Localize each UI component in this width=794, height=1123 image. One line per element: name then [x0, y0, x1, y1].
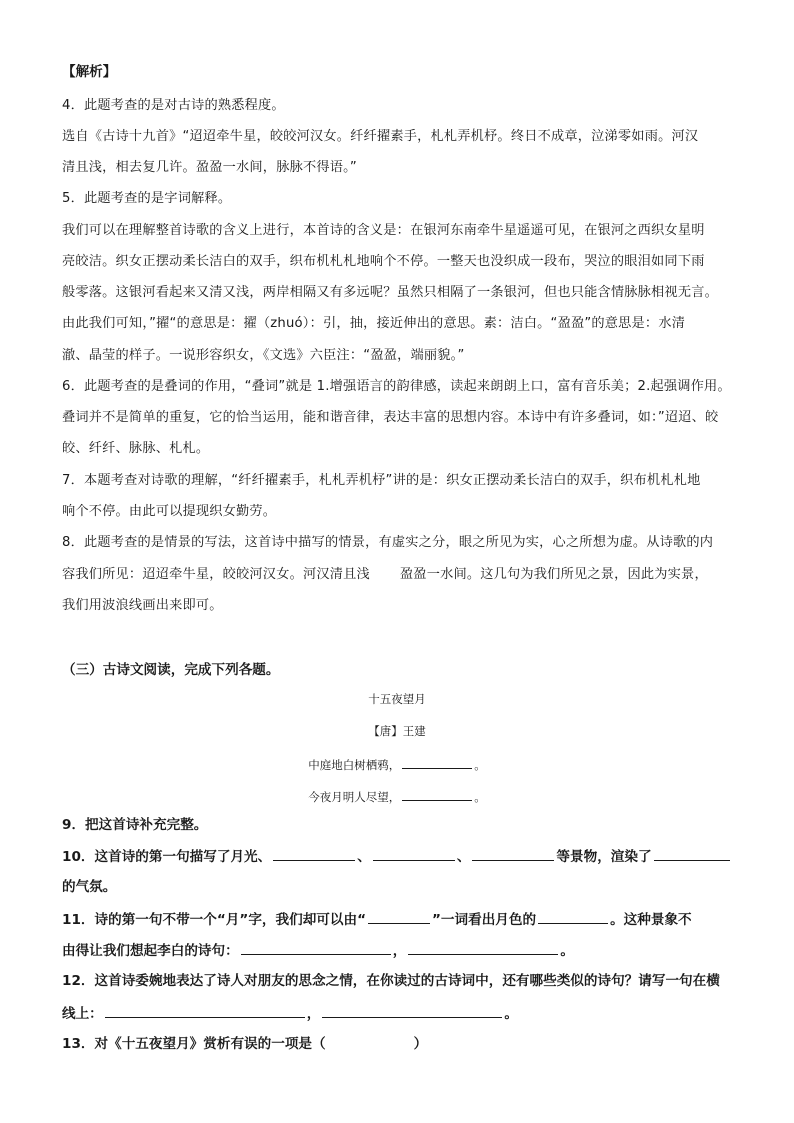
question-11-text-b: ”一词看出月色的: [432, 912, 537, 928]
analysis-item-5-text-2: 亮皎洁。织女正摆动柔长洁白的双手，织布机札札地响个不停。一整天也没织成一段布，哭泣的眼泪如同下雨: [62, 254, 705, 269]
question-11-text-d: 由得让我们想起李白的诗句：: [62, 943, 239, 959]
poem-line-1-period: 。: [474, 758, 486, 772]
question-11-blank-4[interactable]: [408, 940, 558, 955]
analysis-item-6-text-1: 6．此题考查的是叠词的作用，“叠词”就是 1.增强语言的韵律感，读起来朗朗上口，富有音乐美；2.起强调作用。: [62, 379, 731, 394]
analysis-item-5: 5．此题考查的是字词解释。: [62, 191, 232, 206]
question-9: 9．把这首诗补充完整。: [62, 817, 208, 833]
analysis-item-4-text-2: 清且浅，相去复几许。盈盈一水间，脉脉不得语。”: [62, 160, 357, 175]
poem-title: 十五夜望月: [368, 692, 426, 706]
question-10-text-a: 10．这首诗的第一句描写了月光、: [62, 849, 272, 865]
question-10-line-1: [62, 846, 742, 867]
question-13-text-a: 13．对《十五夜望月》赏析有误的一项是（: [62, 1036, 326, 1052]
analysis-item-8-text-2: [62, 565, 742, 585]
poem-author: 【唐】王建: [368, 724, 426, 738]
analysis-item-4-text-1: 选自《古诗十九首》“迢迢牵牛星，皎皎河汉女。纤纤擢素手，札札弄机杼。终日不成章，泣涕零如雨。河汉: [62, 129, 699, 144]
question-10-sep-1: 、: [357, 849, 371, 865]
question-11-text-a: 11．诗的第一句不带一个“月”字，我们却可以由“: [62, 912, 366, 928]
analysis-heading: 【解析】: [62, 64, 117, 80]
poem-line-2-blank[interactable]: [402, 786, 472, 801]
analysis-item-8-text-1: 8．此题考查的是情景的写法，这首诗中描写的情景，有虚实之分，眼之所见为实，心之所想为虚。从诗歌的内: [62, 535, 714, 550]
analysis-item-6-text-2: 叠词并不是简单的重复，它的恰当运用，能和谐音律，表达丰富的思想内容。本诗中有许多叠词，如：”迢迢、皎: [62, 410, 719, 425]
question-12-period: 。: [504, 1006, 518, 1022]
question-12-blank-1[interactable]: [105, 1003, 305, 1018]
question-10-text-b: 等景物，渲染了: [556, 849, 652, 865]
poem-line-2: [0, 786, 794, 806]
question-10-sep-2: 、: [456, 849, 471, 865]
poem-line-2-period: 。: [474, 790, 486, 804]
question-11-blank-1[interactable]: [368, 909, 430, 924]
analysis-item-8-text-2a: 容我们所见：迢迢牵牛星，皎皎河汉女。河汉清且浅: [62, 567, 370, 582]
poem-line-1-text: 中庭地白树栖鸦，: [308, 758, 401, 772]
analysis-item-5-text-1: 我们可以在理解整首诗歌的含义上进行，本首诗的含义是：在银河东南牵牛星遥遥可见，在银河之西织女星明: [62, 223, 705, 238]
question-12-line-1: 12．这首诗委婉地表达了诗人对朋友的思念之情，在你读过的古诗词中，还有哪些类似的诗句？请写一句在横: [62, 973, 720, 989]
analysis-item-6-text-3: 皎、纤纤、脉脉、札札。: [62, 441, 210, 456]
question-11-line-2: [62, 940, 742, 961]
question-10-blank-4[interactable]: [654, 846, 730, 861]
question-10-blank-2[interactable]: [373, 846, 455, 861]
question-10-line-2: 的气氛。: [62, 879, 117, 895]
analysis-item-8-text-2b: 盈盈一水间。这几句为我们所见之景，因此为实景，: [399, 567, 708, 582]
question-11-blank-2[interactable]: [538, 909, 608, 924]
poem-line-1-blank[interactable]: [402, 754, 472, 769]
analysis-item-5-text-3: 般零落。这银河看起来又清又浅，两岸相隔又有多远呢？虽然只相隔了一条银河，但也只能含情脉脉相视无言。: [62, 285, 718, 300]
question-11-period: 。: [560, 943, 574, 959]
analysis-item-7-text-1: 7．本题考查对诗歌的理解，“纤纤擢素手，札札弄机杼”讲的是：织女正摆动柔长洁白的双手，织布机札札地: [62, 473, 701, 488]
analysis-item-7-text-2: 响个不停。由此可以提现织女勤劳。: [62, 504, 277, 519]
question-13: [62, 1034, 742, 1054]
question-11-line-1: [62, 909, 742, 930]
question-11-comma: ，: [392, 943, 407, 959]
question-12-line-2: [62, 1003, 742, 1024]
question-10-blank-1[interactable]: [273, 846, 355, 861]
question-12-text-b: 线上：: [62, 1006, 103, 1022]
question-12-comma: ，: [306, 1006, 321, 1022]
question-10-blank-3[interactable]: [472, 846, 554, 861]
poem-line-1: [0, 754, 794, 774]
analysis-item-5-text-4: 由此我们可知，”擢“的意思是：擢（zhuó）：引，抽，接近伸出的意思。素：洁白。“盈盈”的意思是：水清: [62, 316, 686, 331]
poem-line-2-text: 今夜月明人尽望，: [308, 790, 401, 804]
question-13-text-b: ）: [413, 1036, 428, 1052]
analysis-item-4: 4．此题考查的是对古诗的熟悉程度。: [62, 98, 285, 113]
question-11-text-c: 。这种景象不: [610, 912, 692, 928]
question-12-blank-2[interactable]: [322, 1003, 502, 1018]
analysis-item-8-text-3: 我们用波浪线画出来即可。: [62, 598, 223, 613]
analysis-item-5-text-5: 澈、晶莹的样子。一说形容织女，《文选》六臣注：“盈盈，端丽貌。”: [62, 348, 465, 363]
question-11-blank-3[interactable]: [241, 940, 391, 955]
section-3-heading: （三）古诗文阅读，完成下列各题。: [62, 662, 280, 678]
